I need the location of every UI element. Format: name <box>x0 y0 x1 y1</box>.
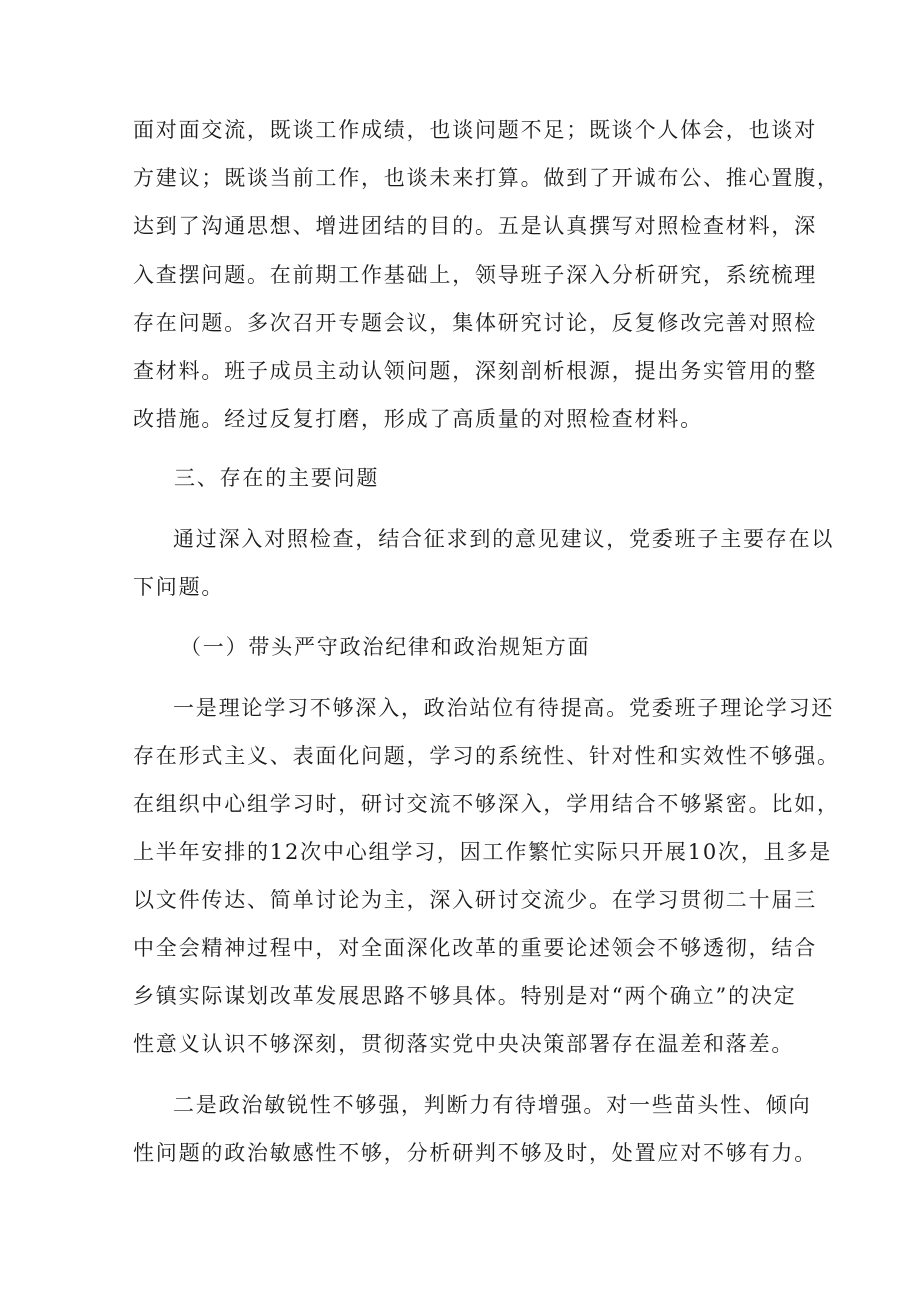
section-heading: 三、存在的主要问题 <box>174 466 380 490</box>
paragraph-line: 一是理论学习不够深入，政治站位有待提高。党委班子理论学习还 <box>173 696 835 720</box>
paragraph-line: 在组织中心组学习时，研讨交流不够深入，学用结合不够紧密。比如， <box>133 792 840 816</box>
paragraph-line: 乡镇实际谋划改革发展思路不够具体。特别是对“两个确立”的决定 <box>133 984 797 1008</box>
paragraph-line: 上半年安排的12次中心组学习，因工作繁忙实际只开展10次，且多是 <box>133 840 833 864</box>
paragraph-line: 方建议；既谈当前工作，也谈未来打算。做到了开诚布公、推心置腹， <box>133 166 840 190</box>
paragraph-line: 二是政治敏锐性不够强，判断力有待增强。对一些苗头性、倾向 <box>173 1093 812 1117</box>
paragraph-line: 改措施。经过反复打磨，形成了高质量的对照检查材料。 <box>133 407 703 431</box>
paragraph-line: 存在形式主义、表面化问题，学习的系统性、针对性和实效性不够强。 <box>133 744 840 768</box>
paragraph-line: 达到了沟通思想、增进团结的目的。五是认真撰写对照检查材料，深 <box>133 214 817 238</box>
paragraph-line: 性意义认识不够深刻，贯彻落实党中央决策部署存在温差和落差。 <box>133 1032 795 1056</box>
paragraph-line: 中全会精神过程中，对全面深化改革的重要论述领会不够透彻，结合 <box>133 936 817 960</box>
paragraph-line: 以文件传达、简单讨论为主，深入研讨交流少。在学习贯彻二十届三 <box>133 888 817 912</box>
paragraph-line: 通过深入对照检查，结合征求到的意见建议，党委班子主要存在以 <box>173 527 835 551</box>
paragraph-line: 面对面交流，既谈工作成绩，也谈问题不足；既谈个人体会，也谈对 <box>133 118 817 142</box>
paragraph-line: 性问题的政治敏感性不够，分析研判不够及时，处置应对不够有力。 <box>133 1141 817 1165</box>
subsection-heading: （一）带头严守政治纪律和政治规矩方面 <box>180 635 591 659</box>
paragraph-line: 下问题。 <box>133 575 225 599</box>
paragraph-line: 查材料。班子成员主动认领问题，深刻剖析根源，提出务实管用的整 <box>133 359 817 383</box>
paragraph-line: 存在问题。多次召开专题会议，集体研究讨论，反复修改完善对照检 <box>133 311 817 335</box>
paragraph-line: 入查摆问题。在前期工作基础上，领导班子深入分析研究，系统梳理 <box>133 263 817 287</box>
